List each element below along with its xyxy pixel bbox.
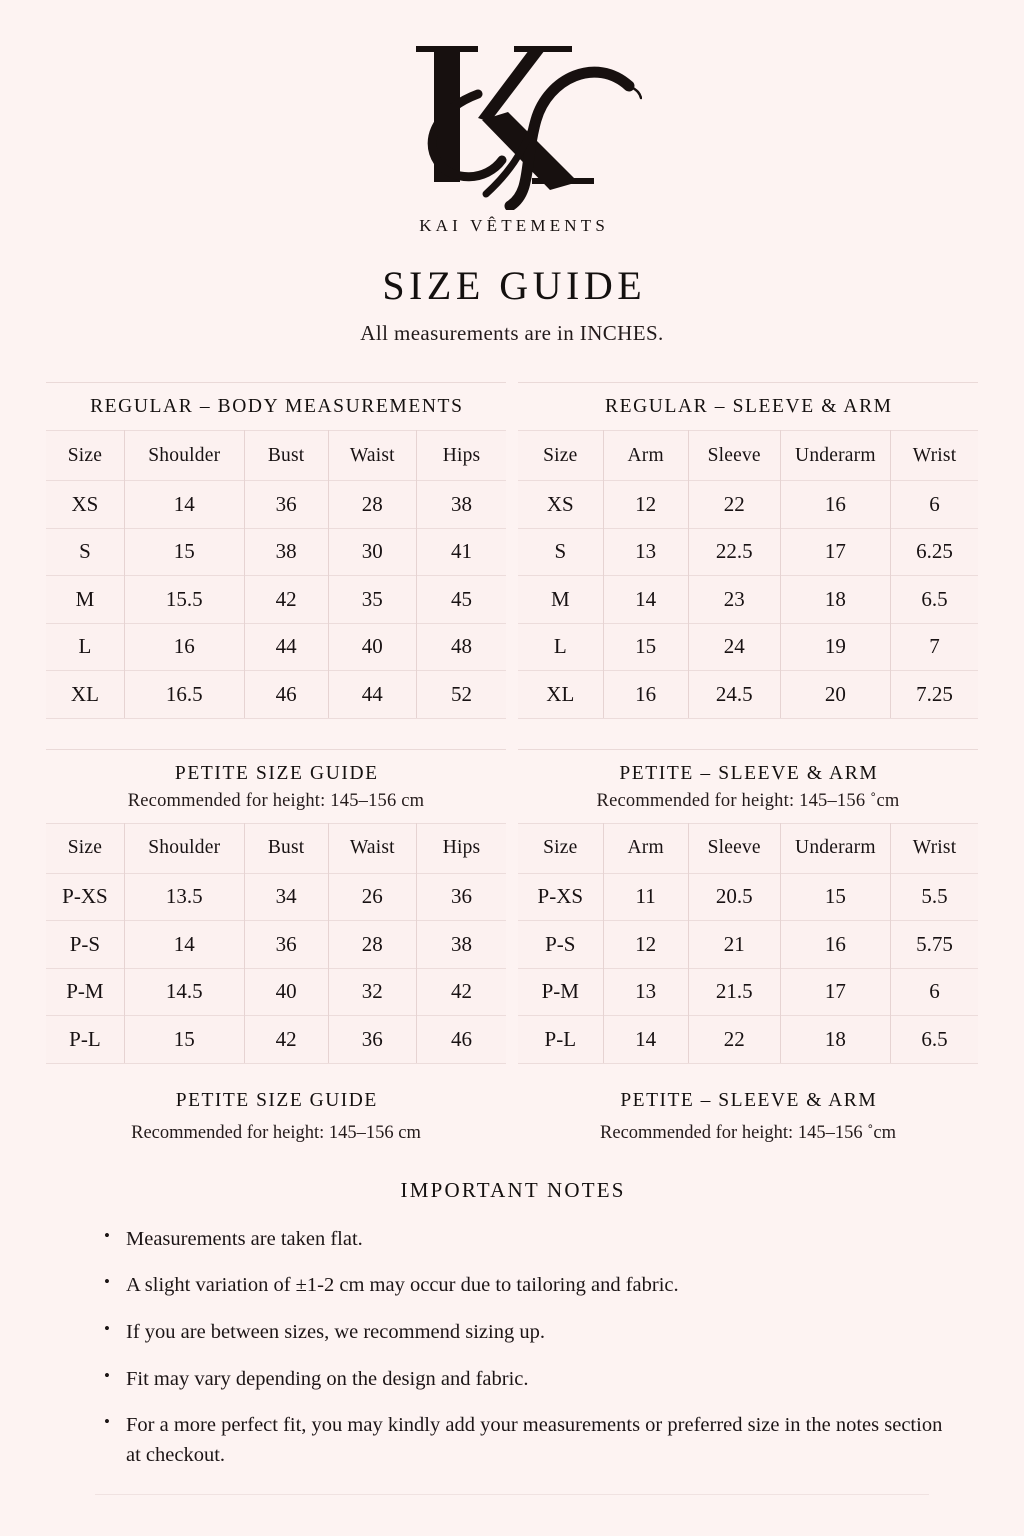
cell: 7: [891, 623, 978, 671]
cell: 32: [328, 968, 416, 1016]
cell: 42: [244, 576, 328, 624]
table-row: [518, 873, 978, 921]
table-row: [46, 528, 506, 576]
cell: 11: [603, 873, 688, 921]
note-item: • If you are between sizes, we recommend sizing up.: [104, 1318, 954, 1348]
cell: 14.5: [124, 968, 244, 1016]
cell: L: [46, 623, 124, 671]
cell: 23: [688, 576, 780, 624]
column-header: Arm: [603, 431, 688, 481]
table-row: [518, 968, 978, 1016]
cell: 18: [780, 576, 890, 624]
cell: M: [518, 576, 603, 624]
note-item: • Fit may vary depending on the design and fabric.: [104, 1365, 954, 1395]
petite-body-caption: PETITE SIZE GUIDE: [174, 762, 379, 784]
cell: 34: [244, 873, 328, 921]
table-row: [46, 873, 506, 921]
repeated-petite-sleeve-block: [518, 1090, 978, 1144]
petite-sleeve-subcaption: Recommended for height: 145–156 ˚cm: [596, 790, 900, 811]
cell: 38: [244, 528, 328, 576]
cell: 16.5: [124, 671, 244, 719]
cell: 45: [417, 576, 506, 624]
cell: P-XS: [46, 873, 124, 921]
petite-body-subcaption: Recommended for height: 145–156 cm: [127, 790, 425, 811]
cell: 7.25: [891, 671, 978, 719]
cell: 30: [328, 528, 416, 576]
column-header: Hips: [417, 823, 506, 873]
cell: 15: [124, 1016, 244, 1064]
repeated-captions-row: [0, 1090, 1024, 1144]
cell: P-S: [518, 921, 603, 969]
repeated-petite-sleeve-title: PETITE – SLEEVE & ARM: [620, 1089, 878, 1111]
cell: 6.5: [891, 1016, 978, 1064]
column-header: Arm: [603, 823, 688, 873]
repeated-petite-body-block: [46, 1090, 506, 1144]
cell: 15.5: [124, 576, 244, 624]
cell: 12: [603, 481, 688, 529]
cell: 38: [417, 921, 506, 969]
kai-vetements-monogram-logo: [382, 34, 642, 210]
table-row: [46, 481, 506, 529]
cell: 35: [328, 576, 416, 624]
note-item: • For a more perfect fit, you may kindly add your measurements or preferred size in the notes section at checkout.: [104, 1411, 954, 1470]
cell: P-S: [46, 921, 124, 969]
cell: 15: [124, 528, 244, 576]
petite-sleeve-caption: PETITE – SLEEVE & ARM: [619, 762, 879, 784]
regular-sleeve-table: [518, 430, 978, 719]
cell: 21: [688, 921, 780, 969]
brand-wordmark: KAI VÊTEMENTS: [419, 216, 609, 235]
cell: 42: [417, 968, 506, 1016]
cell: 24.5: [688, 671, 780, 719]
table-header-row: [46, 823, 506, 873]
cell: 52: [417, 671, 506, 719]
cell: XS: [518, 481, 603, 529]
regular-tables-row: [0, 382, 1024, 719]
cell: 44: [328, 671, 416, 719]
cell: S: [46, 528, 124, 576]
regular-body-caption: REGULAR – BODY MEASUREMENTS: [90, 396, 464, 417]
cell: 13: [603, 528, 688, 576]
cell: 6: [891, 968, 978, 1016]
repeated-petite-body-subtitle: Recommended for height: 145–156 cm: [131, 1122, 421, 1143]
cell: 22: [688, 481, 780, 529]
table-header-row: [518, 431, 978, 481]
regular-body-table-block: [46, 382, 506, 719]
column-header: Underarm: [780, 823, 890, 873]
column-header: Size: [518, 431, 603, 481]
cell: 5.5: [891, 873, 978, 921]
table-row: [46, 968, 506, 1016]
table-row: [518, 671, 978, 719]
cell: 17: [780, 968, 890, 1016]
petite-sleeve-table-block: [518, 749, 978, 1064]
column-header: Size: [518, 823, 603, 873]
table-row: [46, 1016, 506, 1064]
cell: XL: [518, 671, 603, 719]
table-row: [518, 576, 978, 624]
repeated-petite-sleeve-subtitle: Recommended for height: 145–156 ˚cm: [600, 1122, 896, 1143]
cell: 28: [328, 921, 416, 969]
cell: 24: [688, 623, 780, 671]
cell: 16: [780, 921, 890, 969]
petite-tables-row: [0, 749, 1024, 1064]
cell: 6.25: [891, 528, 978, 576]
cell: 19: [780, 623, 890, 671]
table-header-row: [518, 823, 978, 873]
column-header: Size: [46, 823, 124, 873]
cell: 15: [603, 623, 688, 671]
cell: 40: [328, 623, 416, 671]
table-row: [518, 1016, 978, 1064]
note-item: • A slight variation of ±1-2 cm may occur due to tailoring and fabric.: [104, 1271, 954, 1301]
cell: L: [518, 623, 603, 671]
cell: 13.5: [124, 873, 244, 921]
column-header: Wrist: [891, 823, 978, 873]
table-row: [46, 623, 506, 671]
repeated-petite-body-title: PETITE SIZE GUIDE: [175, 1089, 378, 1111]
cell: XL: [46, 671, 124, 719]
column-header: Bust: [244, 823, 328, 873]
cell: 15: [780, 873, 890, 921]
cell: S: [518, 528, 603, 576]
cell: 20.5: [688, 873, 780, 921]
column-header: Size: [46, 431, 124, 481]
table-row: [46, 576, 506, 624]
cell: 26: [328, 873, 416, 921]
cell: 16: [603, 671, 688, 719]
cell: 21.5: [688, 968, 780, 1016]
cell: 20: [780, 671, 890, 719]
cell: 36: [244, 921, 328, 969]
column-header: Shoulder: [124, 823, 244, 873]
cell: P-L: [46, 1016, 124, 1064]
column-header: Shoulder: [124, 431, 244, 481]
cell: 6: [891, 481, 978, 529]
cell: 22.5: [688, 528, 780, 576]
cell: 40: [244, 968, 328, 1016]
note-item: • Measurements are taken flat.: [104, 1225, 954, 1255]
table-row: [518, 481, 978, 529]
brand-header: [0, 0, 1024, 236]
cell: 28: [328, 481, 416, 529]
cell: 41: [417, 528, 506, 576]
cell: 46: [417, 1016, 506, 1064]
cell: 16: [124, 623, 244, 671]
cell: P-L: [518, 1016, 603, 1064]
cell: 48: [417, 623, 506, 671]
cell: P-M: [46, 968, 124, 1016]
regular-sleeve-table-block: [518, 382, 978, 719]
cell: XS: [46, 481, 124, 529]
cell: 18: [780, 1016, 890, 1064]
table-row: [46, 671, 506, 719]
column-header: Wrist: [891, 431, 978, 481]
column-header: Underarm: [780, 431, 890, 481]
page-title: SIZE GUIDE: [382, 263, 647, 308]
regular-body-table: [46, 430, 506, 719]
cell: 6.5: [891, 576, 978, 624]
cell: 14: [603, 1016, 688, 1064]
cell: 36: [417, 873, 506, 921]
column-header: Sleeve: [688, 823, 780, 873]
cell: 14: [603, 576, 688, 624]
table-row: [518, 528, 978, 576]
cell: 17: [780, 528, 890, 576]
cell: 13: [603, 968, 688, 1016]
column-header: Sleeve: [688, 431, 780, 481]
cell: 22: [688, 1016, 780, 1064]
table-row: [46, 921, 506, 969]
cell: 36: [244, 481, 328, 529]
table-header-row: [46, 431, 506, 481]
cell: 14: [124, 481, 244, 529]
table-row: [518, 623, 978, 671]
cell: 42: [244, 1016, 328, 1064]
petite-sleeve-table: [518, 823, 978, 1064]
cell: 36: [328, 1016, 416, 1064]
cell: 44: [244, 623, 328, 671]
table-row: [518, 921, 978, 969]
cell: 46: [244, 671, 328, 719]
cell: P-M: [518, 968, 603, 1016]
cell: M: [46, 576, 124, 624]
cell: 38: [417, 481, 506, 529]
important-notes-title: IMPORTANT NOTES: [400, 1177, 626, 1202]
cell: 14: [124, 921, 244, 969]
cell: 12: [603, 921, 688, 969]
important-notes-list: [0, 1225, 1024, 1471]
petite-body-table-block: [46, 749, 506, 1064]
cell: 16: [780, 481, 890, 529]
column-header: Bust: [244, 431, 328, 481]
column-header: Hips: [417, 431, 506, 481]
cell: 5.75: [891, 921, 978, 969]
cell: P-XS: [518, 873, 603, 921]
page-subtitle: All measurements are in INCHES.: [360, 321, 664, 345]
footer-divider: [95, 1494, 929, 1495]
column-header: Waist: [328, 823, 416, 873]
regular-sleeve-caption: REGULAR – SLEEVE & ARM: [604, 396, 893, 417]
petite-body-table: [46, 823, 506, 1064]
column-header: Waist: [328, 431, 416, 481]
